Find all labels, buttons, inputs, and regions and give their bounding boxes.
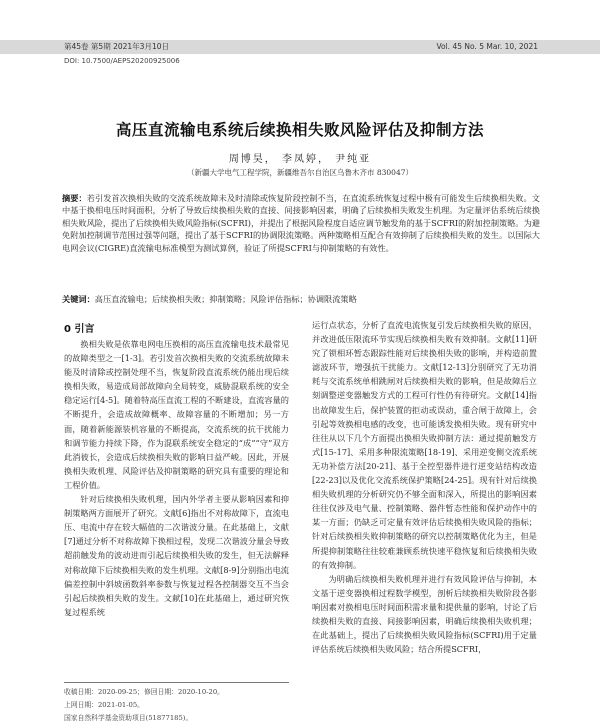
section-heading: 0 引言 (64, 324, 95, 335)
keywords (62, 294, 540, 305)
abstract-label: 摘要： (62, 193, 87, 203)
keywords-label: 关键词： (62, 294, 95, 304)
footnote-divider (64, 682, 289, 683)
paragraph: 运行点状态，分析了直流电流恢复引发后续换相失败的原因，并改进低压限流环节实现后续换相失败有效抑制。文献[11]研究了锁相环暂态跟踪性能对后续换相失败的影响，并构造前置滤波环节，增强抗干扰能力。文献[12-13]分别研究了无功消耗与交流系统单相跳闸对后续换相失败的影响，但是故障后立刻调整逆变器触发方式的工程可行性仍有待研究。文献[14]指出故障发生后，保护装置的拒动或误动，重合闸于故障上，会引起等效换相电感的改变，也可能诱发换相失败。现有研究中往往从以下几个方面提出换相失败抑制方法：通过提前触发方式[15-17]、采用多种限流策略[18-19]、采用逆变侧交流系统无功补偿方法[20-21]、基于全控型器件进行逆变站结构改造[22-23]以及优化交流系统保护策略[24-25]。现有针对后续换相失败机理的分析研究仍不够全面和深入，所提出的影响因素往往仅涉及电气量、控制策略、器件暂态性能和保护动作中的某一方面；仍缺乏可定量有效评估后续换相失败风险的指标；针对后续换相失败抑制策略的研究以控制策略优化为主，但是所提抑制策略往往较难兼顾系统快速平稳恢复和后续换相失败的有效抑制。 (312, 320, 537, 570)
authors: 周博昊， 李凤婷， 尹纯亚 (228, 154, 372, 165)
journal-issue-info-en: Vol. 45 No. 5 Mar. 10, 2021 (436, 42, 538, 51)
abstract (62, 192, 540, 254)
affiliation: （新疆大学电气工程学院，新疆维吾尔自治区乌鲁木齐市 830047） (186, 168, 413, 177)
footnote-funding: 国家自然科学基金资助项目(51877185)。 (64, 714, 193, 722)
body-column-right (312, 318, 537, 656)
body-column-left (64, 337, 289, 619)
footnote-received: 收稿日期：2020-09-25；修回日期：2020-10-20。 (64, 688, 224, 696)
paragraph: 为明确后续换相失败机理并进行有效风险评估与抑制，本文基于逆变器换相过程数学模型，剖析后续换相失败阶段各影响因素对换相电压时间面积需求量和提供量的影响，讨论了后续换相失败的直接、间接影响因素，明确后续换相失败机理；在此基础上，提出了后续换相失败风险指标(SCFRI)用于定量评估系统后续换相失败风险；结合所提SCFRI， (312, 573, 537, 655)
paragraph: 针对后续换相失败机理，国内外学者主要从影响因素和抑制策略两方面展开了研究。文献[6]指出不对称故障下，直流电压、电流中存在较大幅值的二次谐波分量。在此基础上，文献[7]通过分析不对称故障下换相过程，发现二次谐波分量会导致超前触发角的波动进而引起后续换相失败的发生，但无法解释对称故障下后续换相失败的发生机理。文献[8-9]分别指出电流偏差控制中斜坡函数斜率参数与恢复过程各控制器交互不当会引起后续换相失败的发生。文献[10]在此基础上，通过研究恢复过程系统 (64, 494, 289, 617)
abstract-text: 若引发首次换相失败的交流系统故障未及时清除或恢复阶段控制不当，在直流系统恢复过程中极有可能发生后续换相失败。文中基于换相电压时间面积，分析了导致后续换相失败的直接、间接影响因素，明确了后续换相失败发生机理。为定量评估系统后续换相失败风险，提出了后续换相失败风险指标(SCFRI)，并提出了根据风险程度自适应调节触发角的基于SCFRI的附加控制策略。为避免附加控制调节范围过强等问题，提出了基于SCFRI的协调限流策略。两种策略相互配合有效抑制了后续换相失败的发生。以国际大电网会议(CIGRE)直流输电标准模型为测试算例，验证了所提SCFRI与抑制策略的有效性。 (62, 193, 540, 253)
keywords-text: 高压直流输电；后续换相失败；抑制策略；风险评估指标；协调限流策略 (94, 294, 357, 304)
footnote-online: 上网日期：2021-01-05。 (64, 701, 144, 709)
paper-title: 高压直流输电系统后续换相失败风险评估及抑制方法 (115, 121, 484, 139)
doi[interactable]: DOI: 10.7500/AEPS20200925006 (64, 57, 180, 65)
journal-issue-info: 第45卷 第5期 2021年3月10日 (64, 42, 169, 51)
paragraph: 换相失败是依靠电网电压换相的高压直流输电技术最常见的故障类型之一[1-3]。若引发首次换相失败的交流系统故障未能及时清除或控制处理不当，恢复阶段直流系统仍能出现后续换相失败，易造成局部故障向全局转变，威胁混联系统的安全稳定运行[4-5]。随着特高压直流工程的不断建设，直流容量的不断提升，会造成故障概率、故障容量的不断增加；另一方面，随着新能源装机容量的不断提高，交流系统的抗干扰能力和调节能力持续下降，作为混联系统安全稳定的“成”“守”双方此消彼长，会造成后续换相失败的影响日益严峻。因此，开展换相失败机理、风险评估及抑制策略的研究具有重要的理论和工程价值。 (64, 339, 289, 490)
